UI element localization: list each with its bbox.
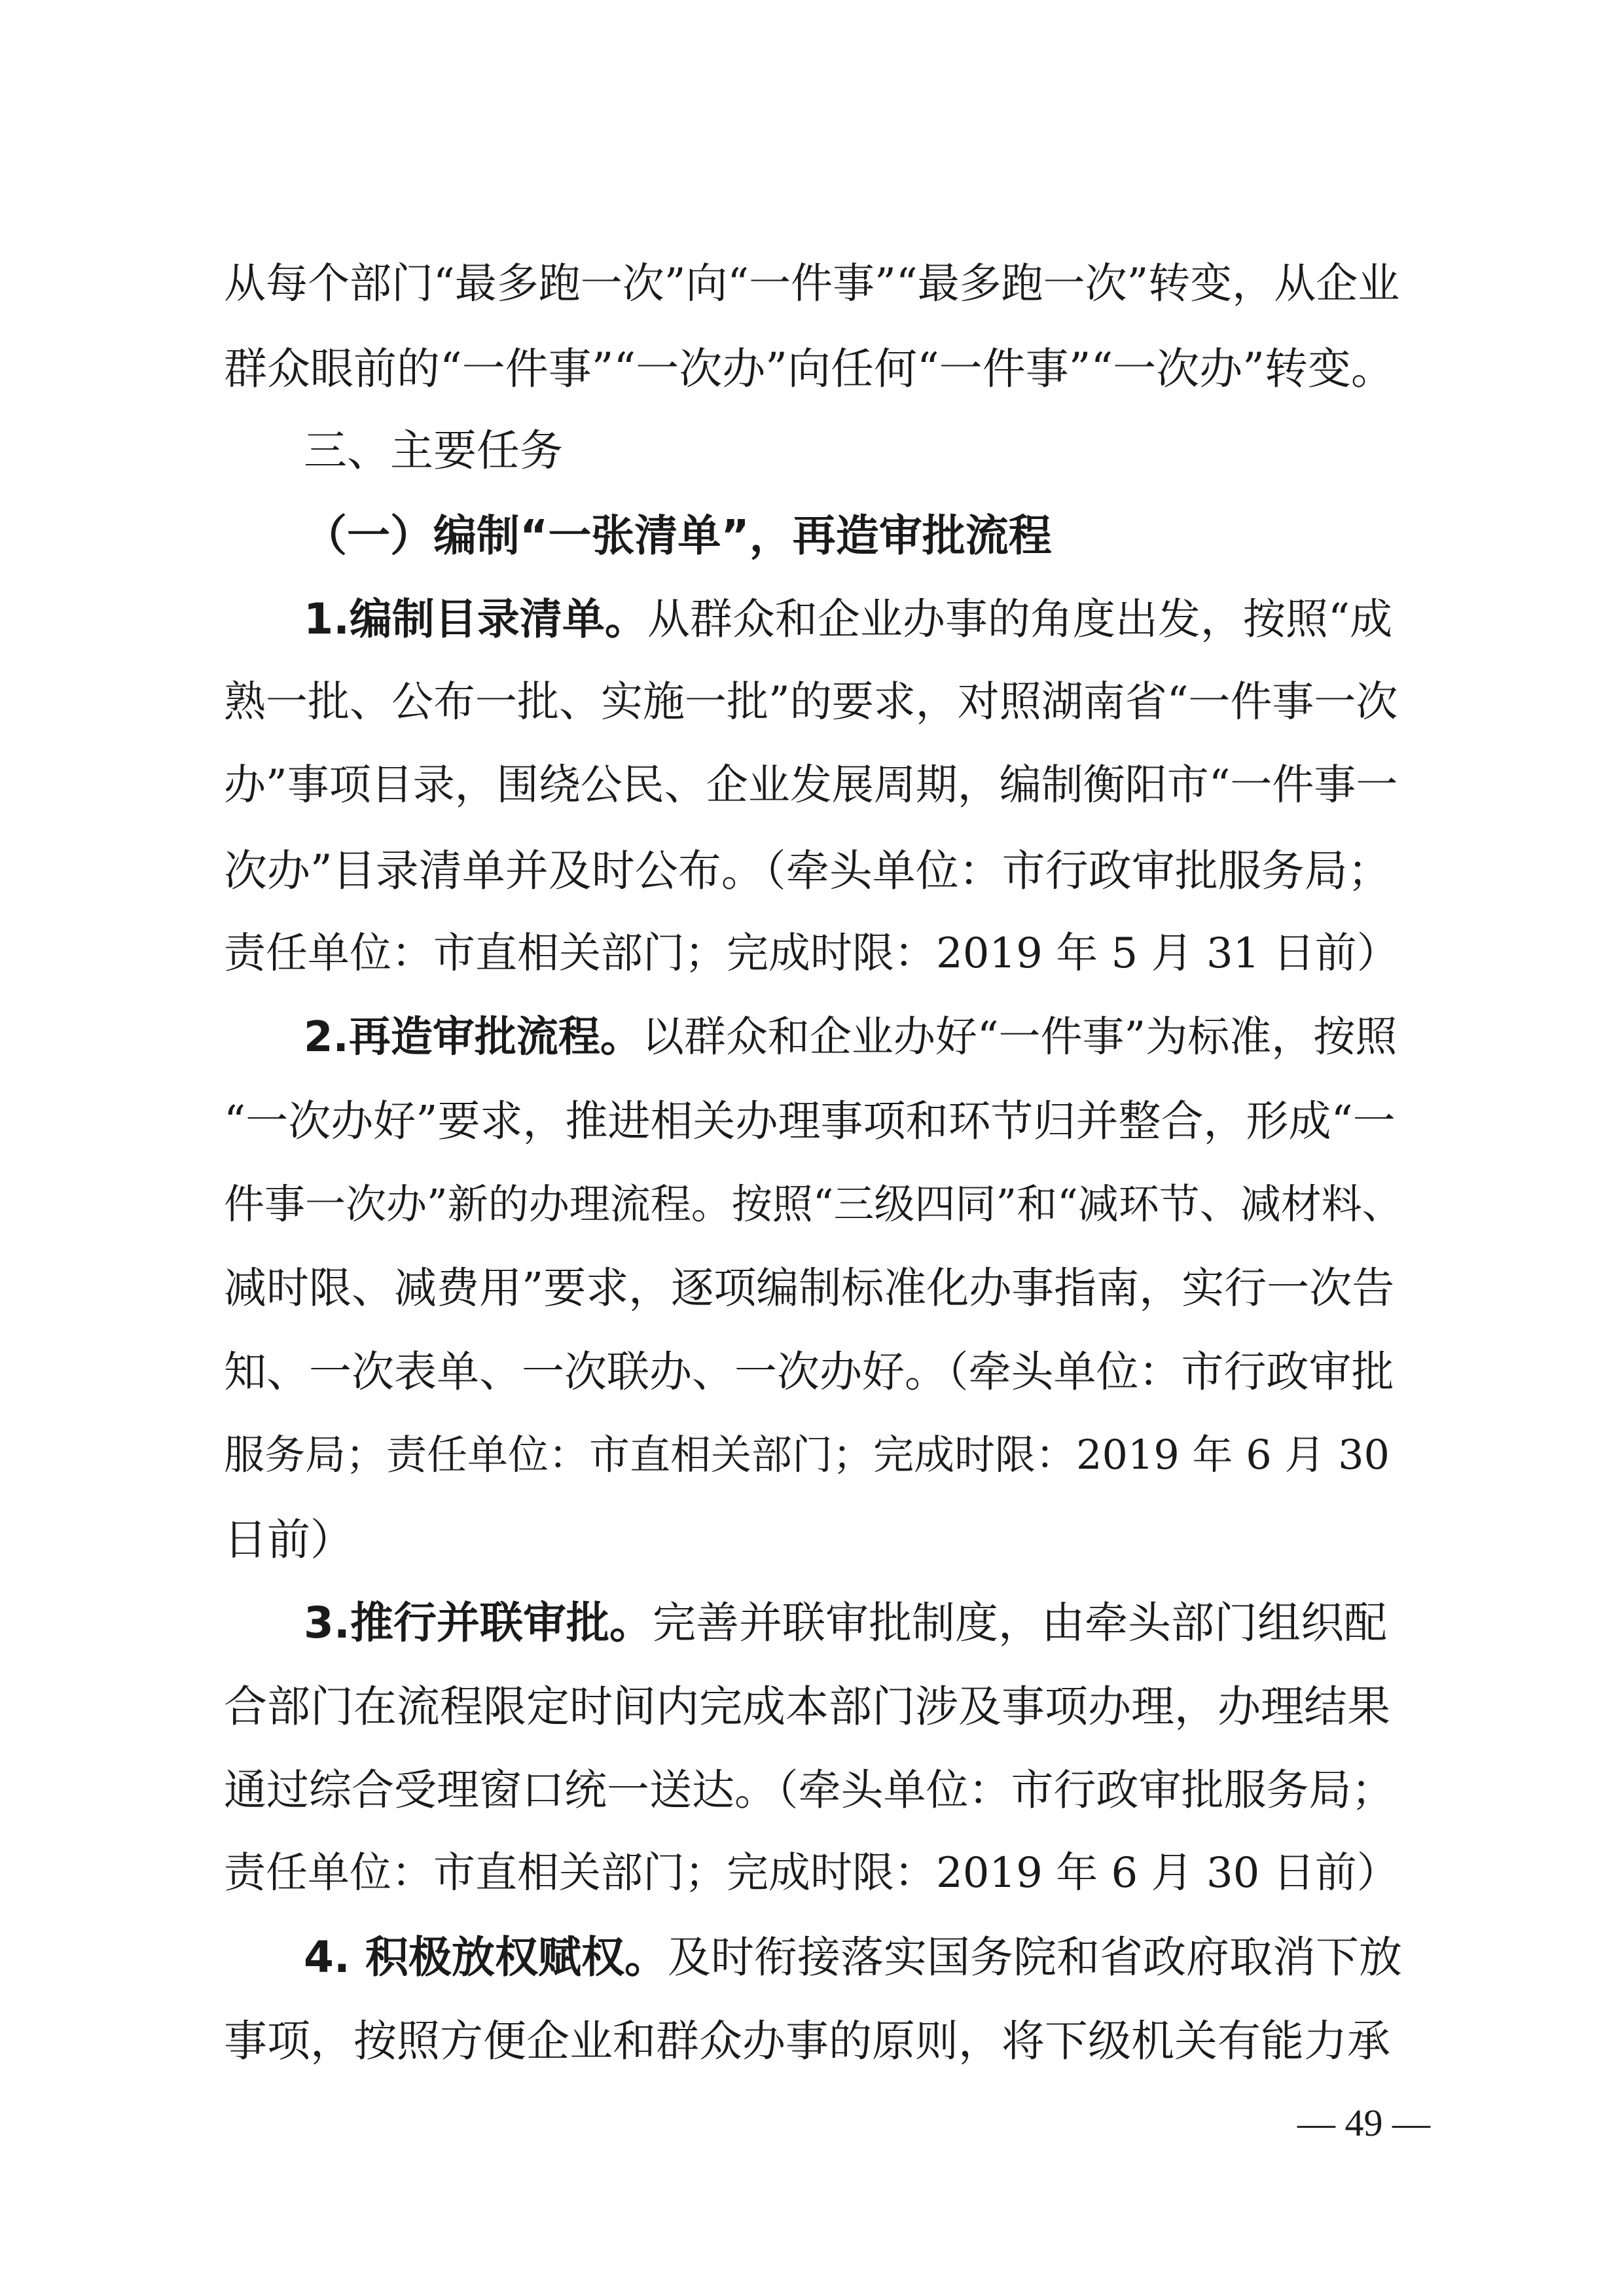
body-text-line: 熟一批、公布一批、实施一批”的要求，对照湖南省“一件事一次 [224,678,1398,726]
body-text-line: “一次办好”要求，推进相关办理事项和环节归并整合，形成“一 [224,1097,1396,1146]
body-text-line: 通过综合受理窗口统一送达。（牵头单位：市行政审批服务局； [224,1766,1394,1815]
item-3-title: 3.推行并联审批。 [304,1598,653,1648]
body-text-line: 服务局；责任单位：市直相关部门；完成时限：2019 年 6 月 30 [224,1431,1390,1479]
item-4-first-line: 4. 积极放权赋权。及时衔接落实国务院和省政府取消下放 [304,1932,1402,1982]
section-heading: 三、主要任务 [304,425,563,476]
body-text-line: 次办”目录清单并及时公布。（牵头单位：市行政审批服务局； [224,846,1391,896]
body-text-line: 知、一次表单、一次联办、一次办好。（牵头单位：市行政审批 [224,1348,1394,1397]
item-1-first-line: 1.编制目录清单。从群众和企业办事的角度出发，按照“成 [304,595,1393,644]
body-text-line: 群众眼前的“一件事”“一次办”向任何“一件事”“一次办”转变。 [224,344,1394,394]
body-text-line: 日前） [224,1515,353,1565]
body-text-line: 责任单位：市直相关部门；完成时限：2019 年 6 月 30 日前） [224,1849,1399,1897]
item-1-title: 1.编制目录清单。 [304,595,647,644]
subsection-heading: （一）编制“一张清单”，再造审批流程 [304,511,1052,561]
item-4-title: 4. 积极放权赋权。 [304,1932,668,1982]
body-text-line: 责任单位：市直相关部门；完成时限：2019 年 5 月 31 日前） [224,929,1399,978]
item-2-title: 2.再造审批流程。 [304,1013,642,1062]
body-text-line: 合部门在流程限定时间内完成本部门涉及事项办理，办理结果 [224,1681,1390,1732]
item-2-first-line: 2.再造审批流程。以群众和企业办好“一件事”为标准，按照 [304,1013,1398,1062]
body-text-line: 办”事项目录，围绕公民、企业发展周期，编制衡阳市“一件事一 [224,761,1398,810]
item-3-first-line: 3.推行并联审批。完善并联审批制度，由牵头部门组织配 [304,1598,1387,1648]
page-number: — 49 — [1297,2102,1430,2144]
body-text-line: 减时限、减费用”要求，逐项编制标准化办事指南，实行一次告 [224,1264,1395,1313]
body-text-line: 件事一次办”新的办理流程。按照“三级四同”和“减环节、减材料、 [224,1180,1403,1228]
body-text-line: 从每个部门“最多跑一次”向“一件事”“最多跑一次”转变，从企业 [224,260,1400,308]
body-text-line: 事项，按照方便企业和群众办事的原则，将下级机关有能力承 [224,2016,1390,2066]
